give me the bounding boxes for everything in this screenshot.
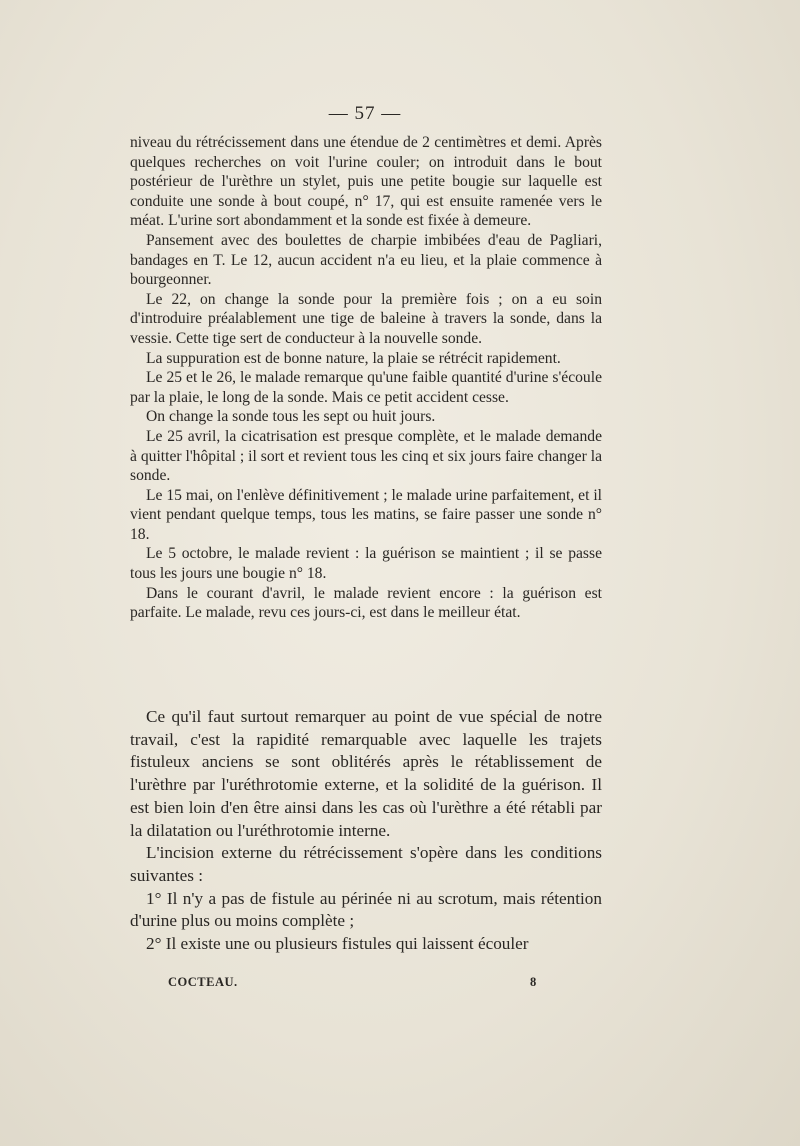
paragraph: Le 22, on change la sonde pour la première fois ; on a eu soin d'introduire préalablement une tige de baleine à travers la sonde, dans la vessie. Cette tige sert de conducteur à la nouvelle sonde.: [130, 290, 602, 347]
paragraph: Dans le courant d'avril, le malade revient encore : la guérison est parfaite. Le malade, revu ces jours-ci, est dans le meilleur état.: [130, 584, 602, 622]
paragraph: 1° Il n'y a pas de fistule au périnée ni au scrotum, mais rétention d'urine plus ou moins complète ;: [130, 888, 602, 931]
case-report-text: [130, 133, 602, 623]
page-number: — 57 —: [328, 103, 402, 124]
paragraph: Le 5 octobre, le malade revient : la guérison se maintient ; il se passe tous les jours une bougie n° 18.: [130, 545, 602, 583]
paragraph: La suppuration est de bonne nature, la plaie se rétrécit rapidement.: [146, 349, 561, 367]
printer-signature: COCTEAU.: [168, 975, 238, 989]
sheet-number: 8: [530, 975, 537, 989]
paragraph: L'incision externe du rétrécissement s'opère dans les conditions suivantes :: [130, 843, 602, 885]
paragraph: On change la sonde tous les sept ou huit jours.: [146, 408, 436, 426]
paragraph: 2° Il existe une ou plusieurs fistules qui laissent écouler: [146, 934, 529, 954]
paragraph: Pansement avec des boulettes de charpie imbibées d'eau de Pagliari, bandages en T. Le 12, aucun accident n'a eu lieu, et la plaie commence à bourgeonner.: [130, 231, 602, 289]
paragraph: Le 25 avril, la cicatrisation est presque complète, et le malade demande à quitter l'hôpital ; il sort et revient tous les cinq et six jours faire changer la sonde.: [130, 427, 602, 485]
paragraph: Ce qu'il faut surtout remarquer au point de vue spécial de notre travail, c'est la rapidité remarquable avec laquelle les trajets fistuleux anciens se sont oblitérés après le rétablissement de l'urèthre par l'uréthrotomie externe, et la solidité de la guérison. Il est bien loin d'en être ainsi dans les cas où l'urèthre a été rétabli par la dilatation ou l'uréthrotomie interne.: [130, 707, 602, 840]
paragraph: Le 15 mai, on l'enlève définitivement ; le malade urine parfaitement, et il vient pendant quelque temps, tous les matins, se faire passer une sonde n° 18.: [130, 486, 602, 543]
commentary-text: [130, 706, 602, 956]
paragraph: Le 25 et le 26, le malade remarque qu'une faible quantité d'urine s'écoule par la plaie, le long de la sonde. Mais ce petit accident cesse.: [130, 369, 602, 406]
paragraph: niveau du rétrécissement dans une étendue de 2 centimètres et demi. Après quelques recherches on voit l'urine couler; on introduit dans le bout postérieur de l'urèthre un stylet, puis une petite bougie sur laquelle est conduite une sonde à bout coupé, n° 17, qui est ensuite ramenée vers le méat. L'urine sort abondamment et la sonde est fixée à demeure.: [130, 134, 602, 230]
